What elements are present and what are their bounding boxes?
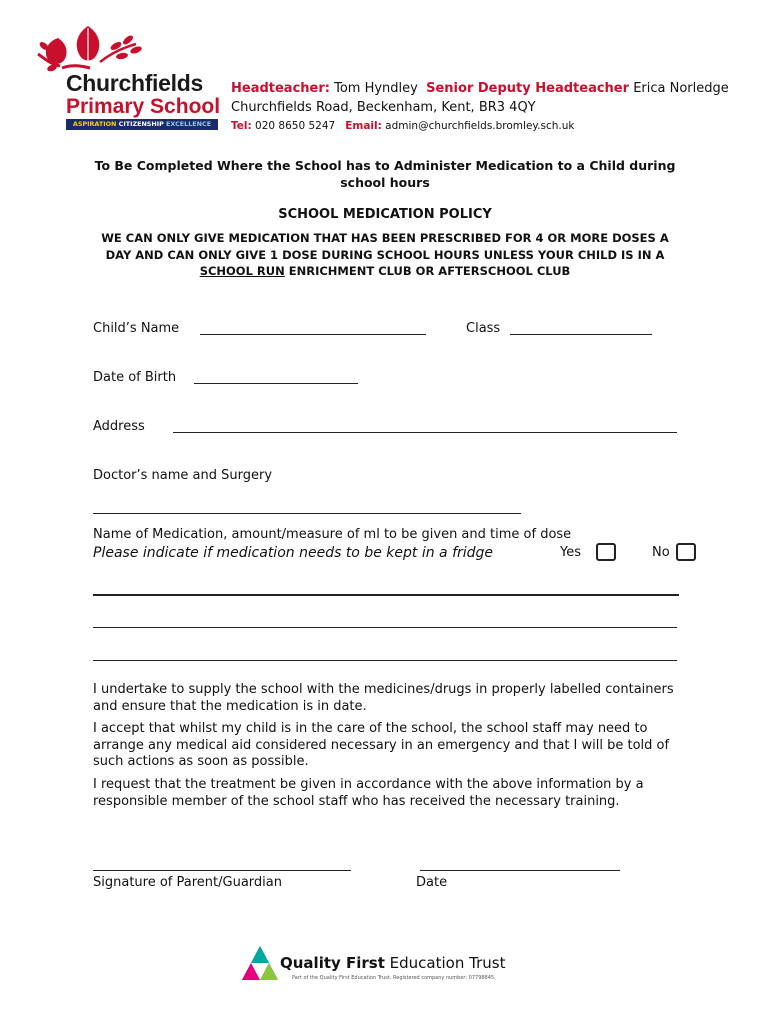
trust-registration: Part of the Quality First Education Trust. Registered company number: 07798845. <box>292 975 496 981</box>
policy-text-part: WE CAN ONLY GIVE MEDICATION THAT HAS BEEN PRESCRIBED FOR 4 OR MORE DOSES A DAY AND CAN ONLY GIVE 1 DOSE DURING SCHOOL HOURS UNLESS YOUR CHILD IS IN A <box>101 231 669 262</box>
school-subtitle: Primary School <box>66 95 221 118</box>
address-field[interactable] <box>173 432 677 433</box>
fridge-yes-label: Yes <box>560 545 581 560</box>
motto-word: CITIZENSHIP <box>118 120 164 128</box>
fridge-no-label: No <box>652 545 670 560</box>
child-name-label: Child’s Name <box>93 321 180 336</box>
fridge-question: Please indicate if medication needs to be kept in a fridge <box>93 545 494 561</box>
medication-label: Name of Medication, amount/measure of ml to be given and time of dose <box>93 527 572 542</box>
deputy-name: Erica Norledge <box>633 81 729 96</box>
school-name: Churchfields <box>66 70 203 96</box>
school-logo-leaves-icon <box>36 24 146 74</box>
deputy-label: Senior Deputy Headteacher <box>426 81 630 96</box>
class-label: Class <box>466 321 501 336</box>
tel-number: 020 8650 5247 <box>255 120 336 132</box>
form-intro: To Be Completed Where the School has to Administer Medication to a Child during school hours <box>94 158 676 190</box>
policy-text-underlined: SCHOOL RUN <box>199 264 285 278</box>
headteacher-label: Headteacher: <box>231 81 330 96</box>
doctor-label: Doctor’s name and Surgery <box>93 468 273 483</box>
fridge-no-checkbox[interactable] <box>676 543 696 561</box>
medication-field-line[interactable] <box>93 594 679 596</box>
dob-field[interactable] <box>194 383 358 384</box>
policy-text-part: ENRICHMENT CLUB OR AFTERSCHOOL CLUB <box>284 264 571 278</box>
declaration-paragraph: I undertake to supply the school with the medicines/drugs in properly labelled containers and ensure that the medication is in date. <box>93 682 674 714</box>
fridge-yes-checkbox[interactable] <box>596 543 616 561</box>
parent-signature-field[interactable] <box>93 870 351 871</box>
medication-field-line[interactable] <box>93 660 677 661</box>
declaration-paragraph: I request that the treatment be given in accordance with the above information by a responsible member of the school staff who has received the necessary training. <box>93 777 644 809</box>
motto-word: ASPIRATION <box>72 120 117 128</box>
trust-name-rest: Education Trust <box>389 954 506 972</box>
child-name-field[interactable] <box>200 334 426 335</box>
address-label: Address <box>93 419 145 434</box>
trust-logo-icon <box>240 944 280 984</box>
motto-word: EXCELLENCE <box>166 120 212 128</box>
date-label: Date <box>416 875 448 890</box>
policy-title: SCHOOL MEDICATION POLICY <box>278 207 492 222</box>
medication-field-line[interactable] <box>93 627 677 628</box>
school-motto <box>66 119 218 130</box>
declaration-paragraph: I accept that whilst my child is in the care of the school, the school staff may need to arrange any medical aid considered necessary in an emergency and that I will be told of such actions as soon as possible. <box>93 721 670 769</box>
tel-label: Tel: <box>231 120 252 132</box>
trust-name-bold: Quality First <box>280 954 385 972</box>
email-label: Email: <box>345 120 382 132</box>
trust-name <box>280 954 505 972</box>
parent-signature-label: Signature of Parent/Guardian <box>93 875 282 890</box>
school-address: Churchfields Road, Beckenham, Kent, BR3 4QY <box>231 100 536 115</box>
header-contact-line <box>231 120 574 132</box>
policy-text <box>90 230 680 280</box>
header-staff-line <box>231 81 729 96</box>
date-field[interactable] <box>420 870 620 871</box>
dob-label: Date of Birth <box>93 370 177 385</box>
class-field[interactable] <box>510 334 652 335</box>
doctor-field[interactable] <box>93 513 521 514</box>
headteacher-name: Tom Hyndley <box>334 81 418 96</box>
email-address: admin@churchfields.bromley.sch.uk <box>385 120 575 132</box>
